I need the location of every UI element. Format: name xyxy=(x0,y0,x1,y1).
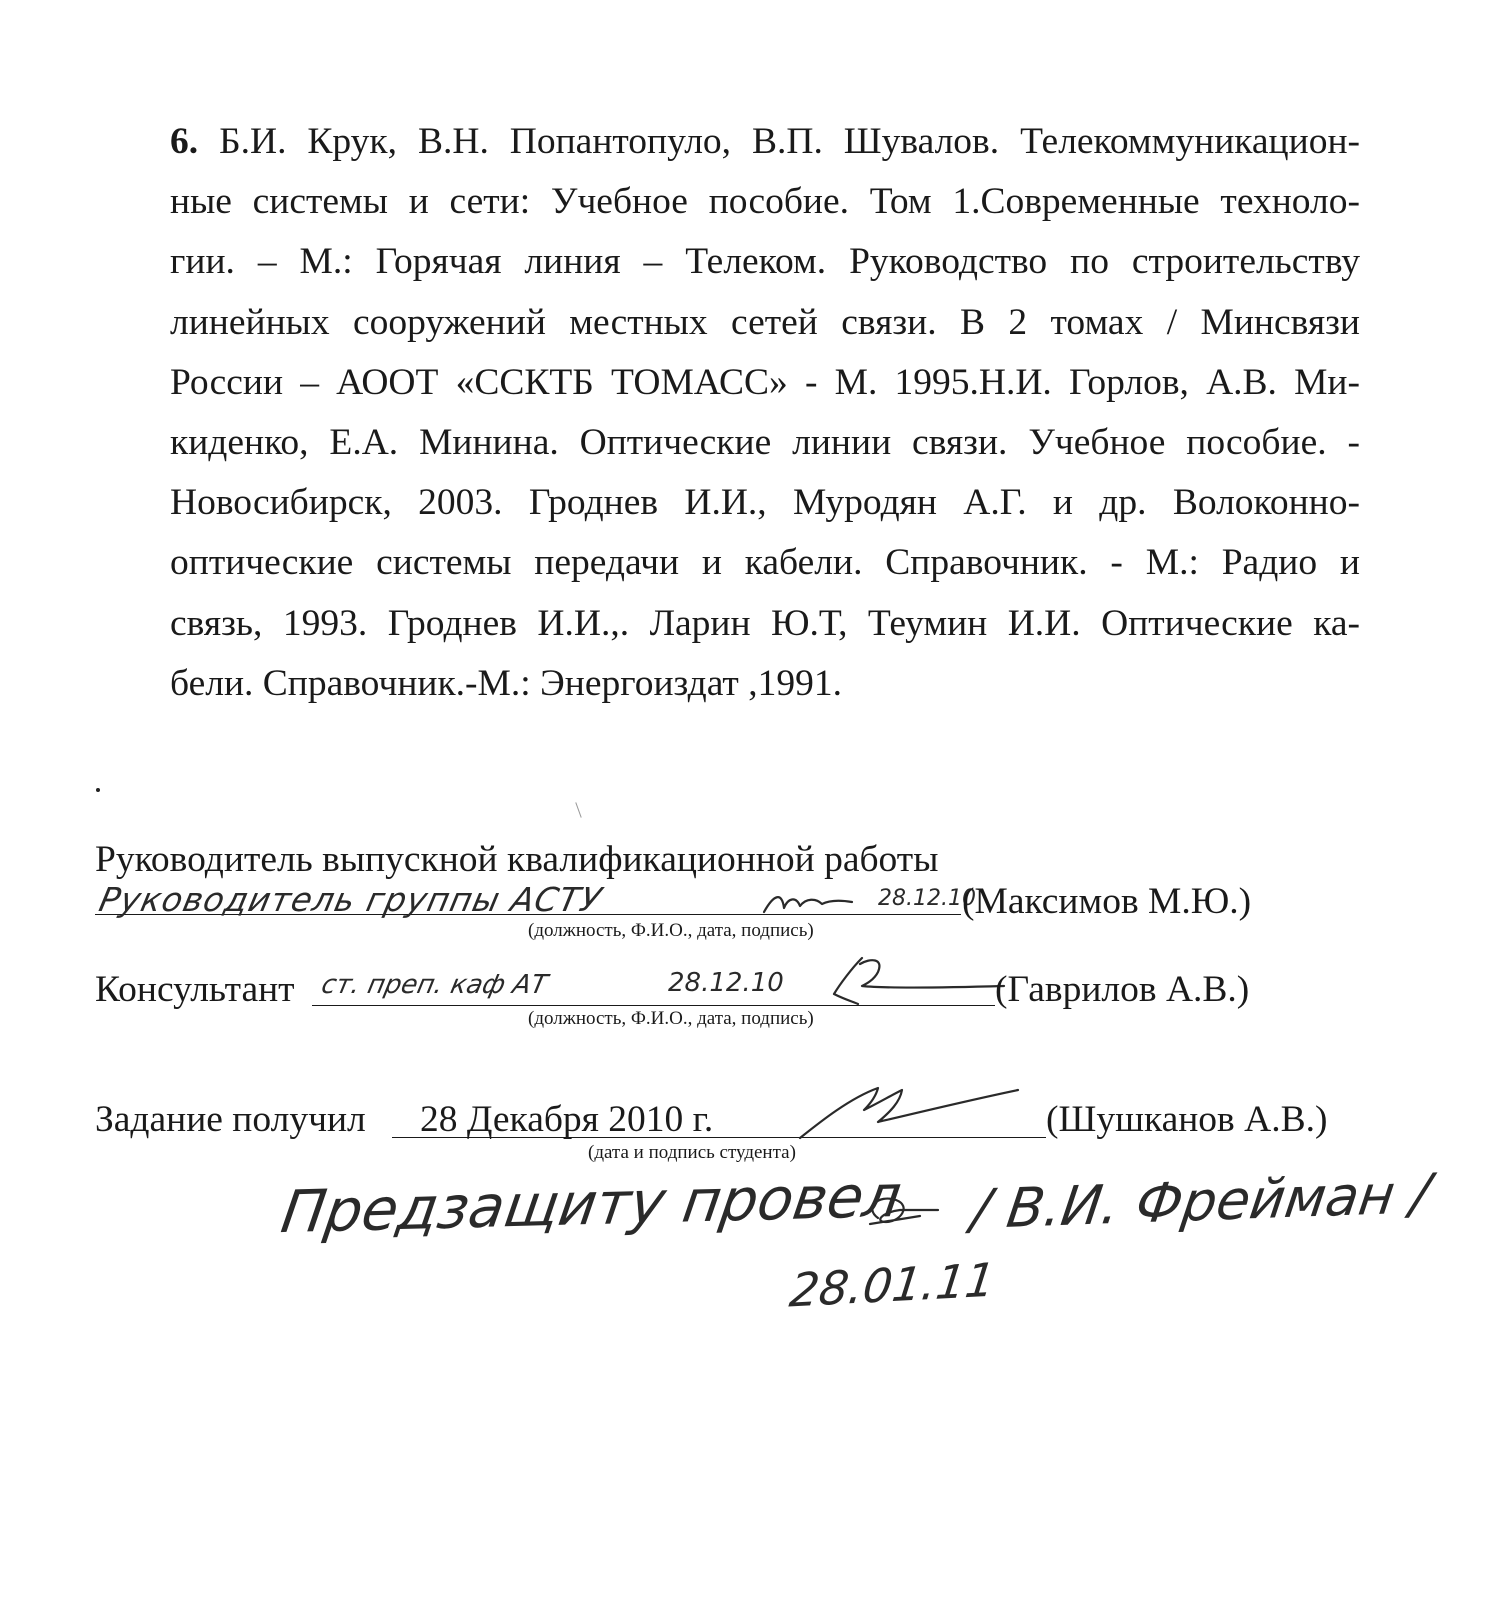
consultant-name: (Гаврилов А.В.) xyxy=(995,969,1250,1010)
student-date: 28 Декабря 2010 г. xyxy=(420,1099,714,1140)
consultant-handwritten-position: ст. преп. каф АТ xyxy=(318,970,550,1000)
stray-mark xyxy=(575,802,581,817)
consultant-caption: (должность, Ф.И.О., дата, подпись) xyxy=(528,1008,814,1029)
consultant-handwritten-date: 28.12.10 xyxy=(668,968,784,998)
supervisor-signature xyxy=(760,888,880,918)
student-name: (Шушканов А.В.) xyxy=(1046,1099,1328,1140)
reference-line: линейных сооружений местных сетей связи. В 2 томах / Минсвязи xyxy=(170,301,1360,343)
supervisor-heading: Руководитель выпускной квалификационной работы xyxy=(95,839,939,880)
reference-line: киденко, Е.А. Минина. Оптические линии связи. Учебное пособие. - xyxy=(170,422,1360,464)
reference-number: 6. xyxy=(170,121,199,162)
reference-line: связь, 1993. Гроднев И.И.,. Ларин Ю.Т, Теумин И.И. Оптические ка- xyxy=(170,602,1360,644)
reference-line xyxy=(170,112,1360,172)
student-label: Задание получил xyxy=(95,1099,366,1140)
student-caption: (дата и подпись студента) xyxy=(588,1142,796,1163)
defense-note-signature xyxy=(860,1188,950,1232)
reference-paragraph xyxy=(170,112,1360,714)
supervisor-handwritten-date: 28.12.10 xyxy=(878,886,976,911)
consultant-signature xyxy=(822,954,1012,1014)
student-signature xyxy=(790,1082,1030,1142)
reference-line: гии. – М.: Горячая линия – Телеком. Руководство по строительству xyxy=(170,241,1360,283)
reference-line: ные системы и сети: Учебное пособие. Том 1.Современные техноло- xyxy=(170,181,1360,223)
supervisor-caption: (должность, Ф.И.О., дата, подпись) xyxy=(528,920,814,941)
reference-line: оптические системы передачи и кабели. Справочник. - М.: Радио и xyxy=(170,542,1360,584)
reference-line: бели. Справочник.-М.: Энергоиздат ,1991. xyxy=(170,662,842,704)
defense-note-text: Предзащиту провел xyxy=(277,1161,906,1247)
supervisor-handwritten-position: Руководитель группы АСТУ xyxy=(95,880,606,919)
reference-line: Новосибирск, 2003. Гроднев И.И., Муродян А.Г. и др. Волоконно- xyxy=(170,482,1360,524)
consultant-label: Консультант xyxy=(95,969,295,1010)
reference-line-text: Б.И. Крук, В.Н. Попантопуло, В.П. Шувалов. Телекоммуникацион- xyxy=(198,121,1360,162)
supervisor-name: (Максимов М.Ю.) xyxy=(962,881,1252,922)
defense-note-name: / В.И. Фрейман / xyxy=(967,1161,1435,1242)
defense-note-date: 28.01.11 xyxy=(786,1252,999,1318)
stray-dot xyxy=(96,788,100,792)
reference-line: России – АООТ «ССКТБ ТОМАСС» - М. 1995.Н.И. Горлов, А.В. Ми- xyxy=(170,361,1360,403)
